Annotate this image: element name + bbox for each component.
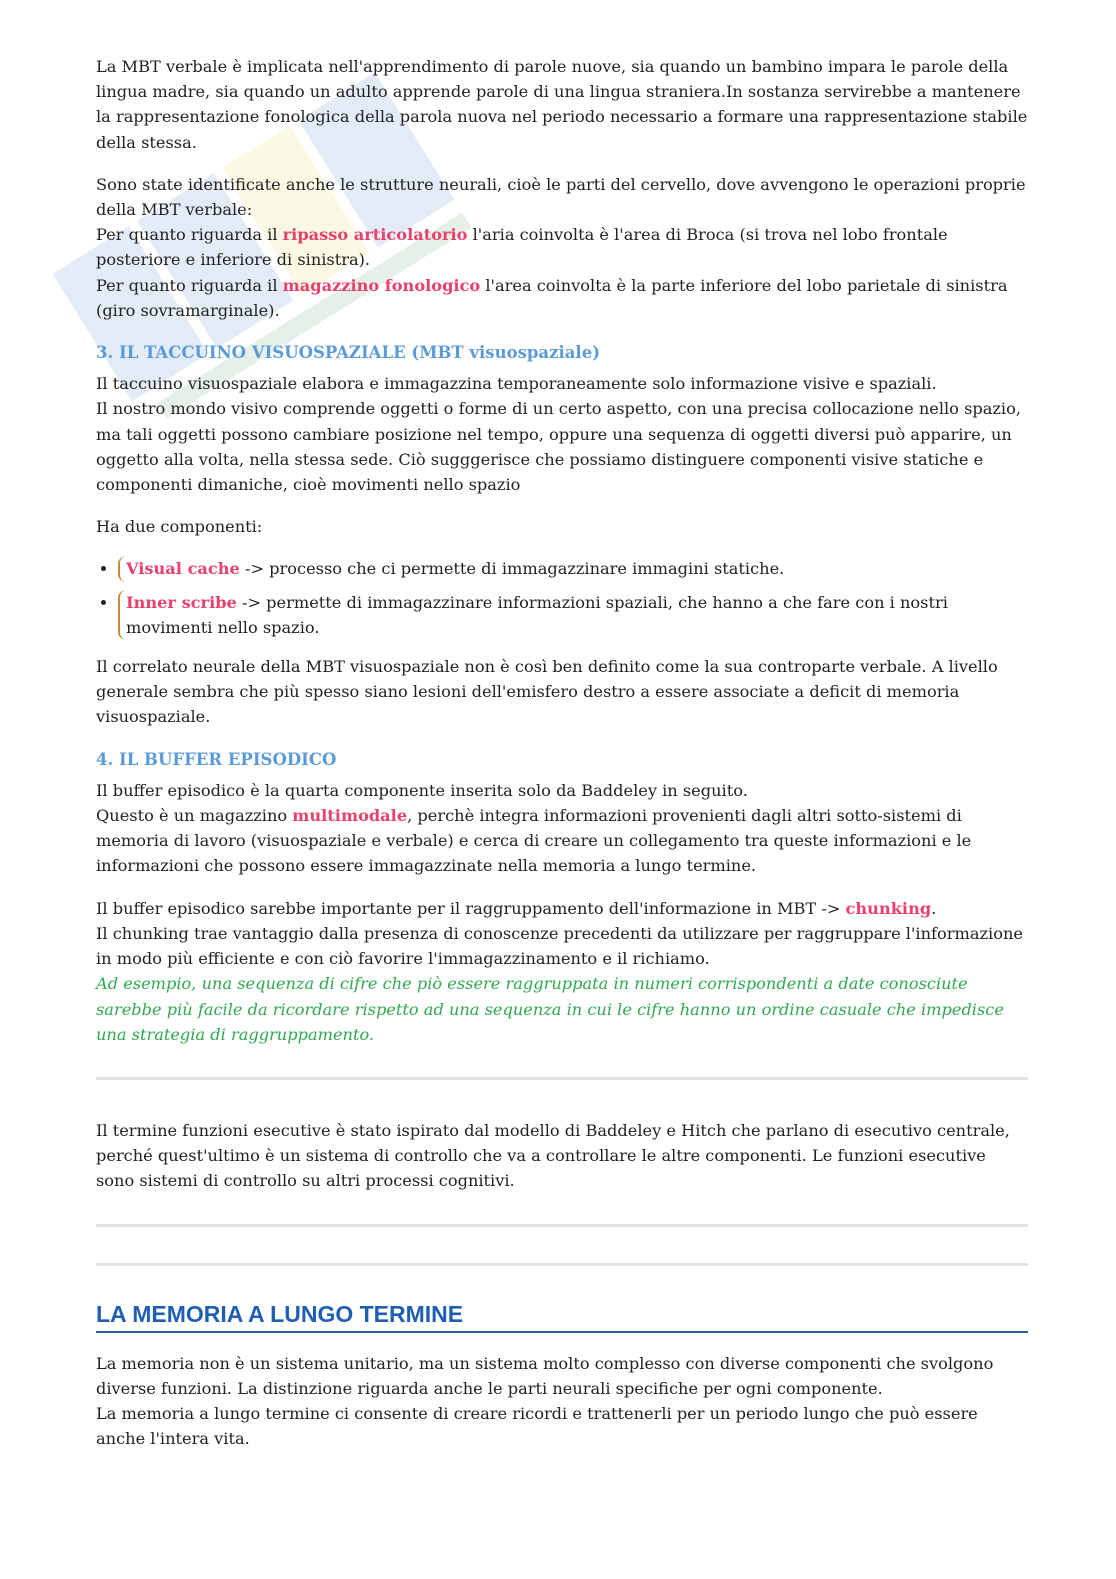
list-item — [118, 556, 1028, 581]
section-heading-taccuino: 3. IL TACCUINO VISUOSPAZIALE (MBT visuospaziale) — [96, 343, 600, 363]
highlight-multimodale: multimodale — [292, 806, 408, 826]
highlight-ripasso-articolatorio: ripasso articolatorio — [282, 225, 468, 245]
text-fragment: Questo è un magazzino — [96, 806, 293, 826]
paragraph-memoria-lungo-termine — [96, 1351, 1028, 1452]
text-fragment: l'aria coinvolta è l'area di Broca (si trova nel lobo frontale posteriore e inferiore di sinistra). — [96, 225, 948, 270]
highlight-inner-scribe: Inner scribe — [126, 592, 237, 612]
document-page — [96, 54, 1028, 1469]
text-line: Il nostro mondo visivo comprende oggetti o forme di un certo aspetto, con una precisa collocazione nello spazio, ma tali oggetti possono cambiare posizione nel tempo, oppure una sequenza di oggetti diversi può apparire, un oggetto alla volta, nella stessa sede. Ciò sugggerisce che possiamo distinguere componenti visive statiche e componenti dimaniche, cioè movimenti nello spazio — [96, 399, 1021, 495]
paragraph-taccuino — [96, 371, 1028, 497]
text-fragment: Per quanto riguarda il — [96, 275, 283, 295]
divider — [96, 1077, 1028, 1080]
text-line: Il chunking trae vantaggio dalla presenza di conoscenze precedenti da utilizzare per raggruppare l'informazione in modo più efficiente e con ciò favorire l'immagazzinamento e il richiamo. — [96, 923, 1023, 969]
paragraph-strutture-neurali — [96, 172, 1028, 323]
paragraph-componenti-intro: Ha due componenti: — [96, 517, 263, 537]
paragraph-buffer — [96, 778, 1028, 879]
example-text: Ad esempio, una sequenza di cifre che piò essere raggruppata in numeri corrispondenti a date conosciute sarebbe più facile da ricordare rispetto ad una sequenza in cui le cifre hanno un ordine casuale che impedisce una strategia di raggruppamento. — [96, 974, 1004, 1044]
text-line: Sono state identificate anche le strutture neurali, cioè le parti del cervello, dove avvengono le operazioni proprie della MBT verbale: — [96, 174, 1026, 220]
components-list — [96, 556, 1028, 640]
paragraph-correlato-neurale: Il correlato neurale della MBT visuospaziale non è così ben definito come la sua controparte verbale. A livello generale sembra che più spesso siano lesioni dell'emisfero destro a essere associate a deficit di memoria visuospaziale. — [96, 657, 998, 727]
paragraph-mbt-verbale: La MBT verbale è implicata nell'apprendimento di parole nuove, sia quando un bambino impara le parole della lingua madre, sia quando un adulto apprende parole di una lingua straniera.In sostanza servirebbe a mantenere la rappresentazione fonologica della parola nuova nel periodo necessario a formare una rappresentazione stabile della stessa. — [96, 57, 1028, 152]
highlight-magazzino-fonologico: magazzino fonologico — [282, 275, 481, 295]
text-line: Il taccuino visuospaziale elabora e immagazzina temporaneamente solo informazione visive e spaziali. — [96, 374, 937, 394]
text-line: Il buffer episodico è la quarta componente inserita solo da Baddeley in seguito. — [96, 780, 748, 800]
text-fragment: , perchè integra informazioni provenienti dagli altri sotto-sistemi di memoria di lavoro (visuospaziale e verbale) e cerca di creare un collegamento tra queste informazioni e le informazioni che possono essere immagazzinate nella memoria a lungo termine. — [96, 806, 972, 876]
text-fragment: . — [931, 898, 937, 918]
text-line: La memoria a lungo termine ci consente di creare ricordi e trattenerli per un periodo lungo che può essere anche l'intera vita. — [96, 1404, 978, 1449]
list-item — [118, 590, 1028, 640]
paragraph-chunking — [96, 896, 1028, 1047]
text-fragment: Per quanto riguarda il — [96, 225, 283, 245]
text-fragment: -> permette di immagazzinare informazioni spaziali, che hanno a che fare con i nostri movimenti nello spazio. — [126, 592, 948, 637]
divider — [96, 1263, 1028, 1266]
divider — [96, 1224, 1028, 1227]
text-fragment: l'area coinvolta è la parte inferiore del lobo parietale di sinistra (giro sovramarginale). — [96, 275, 1008, 320]
highlight-visual-cache: Visual cache — [126, 559, 240, 579]
text-fragment: Il buffer episodico sarebbe importante per il raggruppamento dell'informazione in MBT -> — [96, 898, 846, 918]
paragraph-funzioni-esecutive: Il termine funzioni esecutive è stato ispirato dal modello di Baddeley e Hitch che parlano di esecutivo centrale, perché quest'ultimo è un sistema di controllo che va a controllare le altre componenti. Le funzioni esecutive sono sistemi di controllo su altri processi cognitivi. — [96, 1120, 1010, 1191]
chapter-title: LA MEMORIA A LUNGO TERMINE — [96, 1302, 1028, 1333]
text-fragment: -> processo che ci permette di immagazzinare immagini statiche. — [239, 559, 785, 579]
text-line: La memoria non è un sistema unitario, ma un sistema molto complesso con diverse componenti che svolgono diverse funzioni. La distinzione riguarda anche le parti neurali specifiche per ogni componente. — [96, 1353, 994, 1398]
section-heading-buffer: 4. IL BUFFER EPISODICO — [96, 749, 337, 769]
highlight-chunking: chunking — [845, 898, 932, 918]
